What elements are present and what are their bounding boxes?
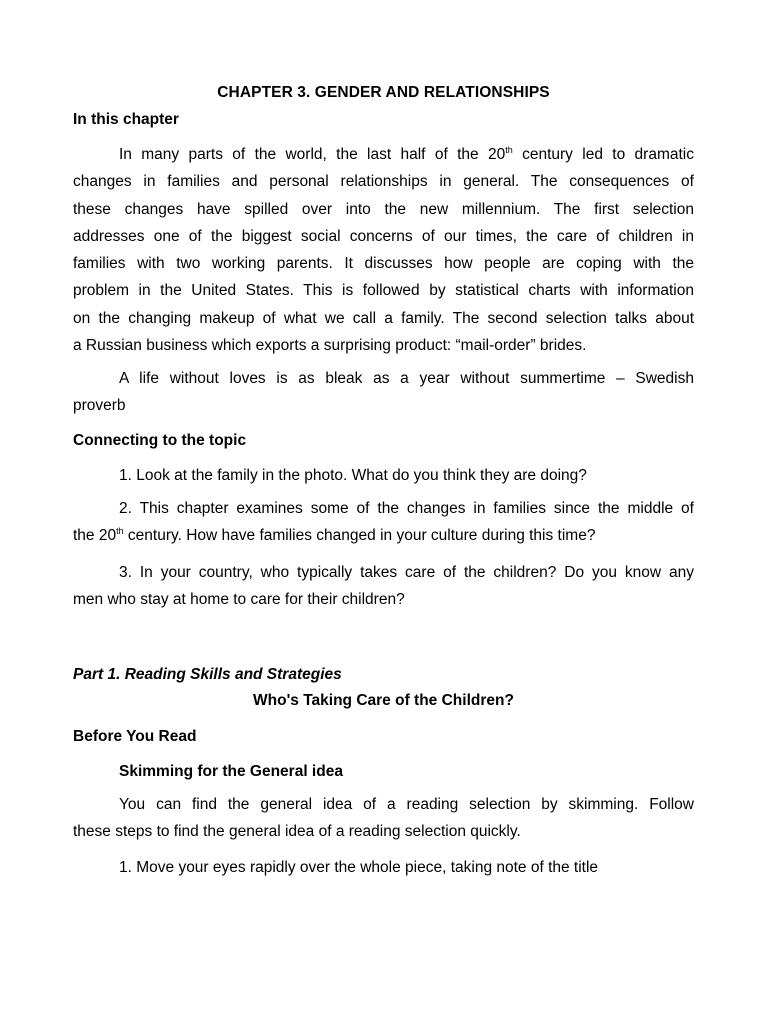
question-2 — [73, 495, 694, 550]
connecting-heading: Connecting to the topic — [73, 432, 247, 449]
proverb-line-2: proverb — [73, 397, 126, 415]
intro-line-3: these changes have spilled over into the new millennium. The first selection — [73, 200, 694, 218]
skimming-heading: Skimming for the General idea — [119, 763, 343, 780]
intro-paragraph — [73, 141, 694, 359]
skimming-step-1: 1. Move your eyes rapidly over the whole piece, taking note of the title — [119, 859, 599, 876]
skimming-paragraph — [73, 791, 694, 846]
document-page — [73, 0, 694, 1024]
question-3 — [73, 559, 694, 614]
question-3-line-2: men who stay at home to care for their children? — [73, 591, 405, 609]
intro-line-1: In many parts of the world, the last half of the 20th century led to dramatic — [119, 145, 694, 163]
skimming-line-1: You can find the general idea of a reading selection by skimming. Follow — [119, 796, 694, 813]
question-3-line-1: 3. In your country, who typically takes care of the children? Do you know any — [119, 564, 694, 581]
intro-line-5: families with two working parents. It discusses how people are coping with the — [73, 255, 694, 273]
intro-line-2: changes in families and personal relationships in general. The consequences of — [73, 173, 694, 191]
selection-title: Who's Taking Care of the Children? — [253, 692, 514, 709]
question-2-line-2: the 20th century. How have families changed in your culture during this time? — [73, 526, 596, 545]
proverb-paragraph — [73, 365, 694, 420]
question-1: 1. Look at the family in the photo. What do you think they are doing? — [119, 467, 587, 484]
intro-line-7: on the changing makeup of what we call a family. The second selection talks about — [73, 309, 694, 327]
intro-line-4: addresses one of the biggest social concerns of our times, the care of children in — [73, 227, 694, 245]
part-title: Part 1. Reading Skills and Strategies — [73, 666, 342, 683]
intro-line-6: problem in the United States. This is followed by statistical charts with information — [73, 282, 694, 300]
question-2-line-1: 2. This chapter examines some of the changes in families since the middle of — [119, 500, 694, 517]
proverb-line-1: A life without loves is as bleak as a year without summertime – Swedish — [119, 370, 694, 387]
intro-line-8: a Russian business which exports a surprising product: “mail-order” brides. — [73, 337, 587, 355]
before-you-read-heading: Before You Read — [73, 728, 197, 745]
in-this-chapter-heading: In this chapter — [73, 111, 179, 128]
chapter-title: CHAPTER 3. GENDER AND RELATIONSHIPS — [217, 84, 550, 101]
skimming-line-2: these steps to find the general idea of a reading selection quickly. — [73, 823, 521, 841]
